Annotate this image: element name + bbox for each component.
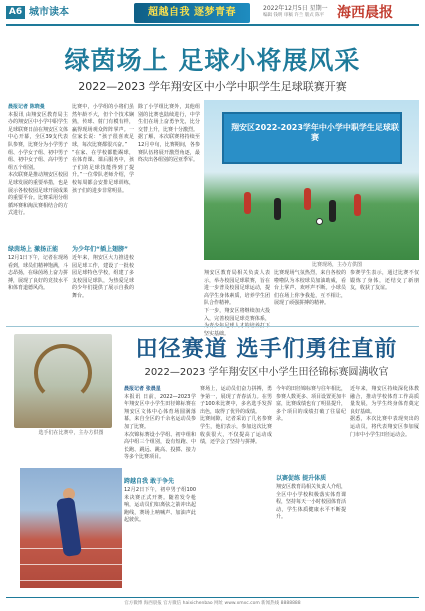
story1-col5-p1: 比赛现场气氛热烈，来自各校的啦啦队为本校球员加油助威，看台上掌声、欢呼声不断。小球员们在场上你争我抢，互不相让，展现了顽强拼搏的精神。 [274,270,346,307]
sprinter-photo [20,468,122,588]
header-rule [6,24,419,26]
story1-column-6 [350,270,419,324]
story2-col1-p3: 12月2日下午，初中男子组100米决赛正式开赛。随着发令枪响，运动员们如离弦之箭冲出起跑线，赛场上呐喊声、加油声此起彼伏。 [124,487,196,524]
story2-col4-p1: 近年来，翔安区持续深化体教融合，推动学校体育工作高质量发展，为学生终身体育奠定良好基础。 [350,386,419,415]
event-banner: 超越自我 逐梦青春 [134,3,250,23]
story1-column-3 [138,104,200,321]
signboard-text: 翔安区2022-2023学年中小学中职学生足球联赛 [231,123,399,142]
player-red [354,194,361,216]
story1-column-2 [72,104,134,244]
story2-byline: 晨报记者 张晨星 [124,386,161,392]
story2-col4-p2: 据悉，本次比赛中表现突出的运动员，将代表翔安区参加厦门市中小学生田径运动会。 [350,416,419,438]
story2-col2-p2: 比赛间隙，记者采访了几名参赛学生，他们表示，参加这次比赛收获很大，不仅提高了运动成绩，还学会了坚持与拼搏。 [200,416,272,446]
story1-col3-p1: 除了小学组比赛外，其他组别的比赛也陆续进行，中学生们在场上奋勇争先，比分交替上升，比赛十分激烈。 [138,104,200,133]
story1-col1-p2: 本次联赛是推动翔安区校园足球发展的重要举措，也是展示各校校园足球开展成果的重要平台。比赛采用分组循环赛和淘汰赛相结合的方式进行。 [8,172,69,217]
story2-col1-p2: 本次锦标赛设小学组、初中组和高中组三个组别，设有短跑、中长跑、跳远、跳高、投掷、接力等多个比赛项目。 [124,431,196,461]
story1-subtitle: 2022—2023 学年翔安区中小学中职学生足球联赛开赛 [78,80,347,93]
story2-subhead-1: 跨越自我 敢于争先 [124,478,175,485]
story1-col1-p3: 12月1日下午，记者在现场看到，球员们精神饱满，斗志昂扬，在绿茵场上奋力拼搏，展现了良好的竞技水平和体育道德风尚。 [8,255,69,292]
story1-col2-p2: “在家、在学校都能踢球，在体育课、课后服务中，孩子们的足球技能得到了提升。”一位带队老师介绍，学校每周都会安排足球训练，孩子们的进步非常明显。 [72,149,134,194]
masthead-logo: 海西晨报 [337,5,393,21]
editor-line: 编辑 钱明 审稿 许兰 版式 陈平 [263,13,325,18]
story2-col2-p1: 赛场上，运动员们奋力拼搏，勇争第一，展现了青春活力。在男子100米比赛中，多名选手发挥出色，取得了优异的成绩。 [200,386,272,415]
story1-byline: 晨报记者 陈晓曼 [8,104,45,110]
story2-headline: 田径赛道 选手们勇往直前 [135,337,398,362]
story2-col3-p2: 翔安区教育局相关负责人介绍，全区中小学校积极落实体育课程，坚持每天一小时校园体育活动，学生体质健康水平不断提升。 [276,484,347,521]
player-red [244,192,251,214]
story2-subhead-2: 以赛促练 提升体质 [276,475,327,482]
story1-column-4 [204,270,270,337]
story2-photo-caption: 选手们在比赛中，主办方供图 [38,430,104,436]
track-lane [20,564,122,565]
player-dark [274,198,281,220]
story1-subhead-2: 为少年们“插上翅膀” [72,246,128,253]
story2-col3-p1: 今年的田径锦标赛与往年相比，参赛人数更多、项目设置更加丰富，比赛成绩也有了明显提升，多个项目的成绩打破了往届纪录。 [276,386,347,423]
story1-col2-p1: 比赛中，小学组的小将们虽然年龄不大，但个个技术娴熟，传球、射门有模有样，赢得现场观众阵阵掌声。一位家长说：“孩子很喜欢足球，每次比赛都很兴奋。” [72,104,134,148]
sculpture-arch [34,344,92,402]
page-header [0,0,425,26]
story1-col3-p2: 据了解，本次联赛将持续至12月中旬，比赛期间，各参赛队伍将展开激烈角逐，最终决出各组别的冠亚季军。 [138,134,200,164]
story2-column-4 [350,386,419,594]
page-footer: 官方微博 海西晨报 官方微信 haixichenbao 网址 www.xmxc.com 新闻热线 8888888 [6,597,419,607]
story1-col2-p3: 近年来，翔安区大力推进校园足球工作，建设了一批校园足球特色学校，组建了多支校园足球队，为热爱足球的少年们提供了展示自我的舞台。 [72,255,134,299]
story1-subhead-1: 绿茵场上 激扬正能 [8,246,59,253]
track-lane [20,580,122,581]
section-title: 城市读本 [29,7,69,18]
story1-column-5 [274,270,346,324]
sculpture-photo [14,334,112,428]
story-divider [6,326,419,327]
football [316,218,323,225]
story2-subtitle: 2022—2023 学年翔安区中小学生田径锦标赛圆满收官 [144,367,389,378]
section-code: A6 [6,6,25,19]
story1-col5-p2: 参赛学生表示，通过比赛不仅锻炼了身体，还结交了新朋友，收获了友谊。 [350,270,419,292]
story2-col1-p1: 本报讯 日前，2022—2023学年翔安区中小学生田径锦标赛在翔安区文体中心体育场圆满落幕，来自全区的千余名运动员参加了比赛。 [124,393,196,430]
story2-column-3 [276,386,346,472]
story2-column-2 [200,386,272,594]
football-match-photo [204,100,419,260]
story1-col4-p2: 下一步，翔安区将继续加大投入，完善校园足球竞赛体系， 坚实基础。 [204,307,270,337]
event-signboard [222,112,402,164]
story1-col4-p1: 翔安区教育局相关负责人表示，举办校园足球联赛，旨在进一步普及校园足球运动，提高学生身体素质，培养学生团队合作精神。 [204,270,270,307]
player-dark [329,200,336,222]
story1-headline: 绿茵场上 足球小将展风采 [64,46,361,75]
issue-date: 2022年12月5日 星期一 [263,5,328,12]
story1-col1-p1: 本报讯 由翔安区教育局主办的翔安区中小学中职学生足球联赛日前在翔安区文体中心开幕，全区39支代表队参赛，比赛分为小学男子组、小学女子组、初中男子组、初中女子组、高中男子组五个组别。 [8,111,69,171]
player-red [304,188,311,210]
story1-photo-caption: 比赛现场，主办方供图 [312,262,363,268]
